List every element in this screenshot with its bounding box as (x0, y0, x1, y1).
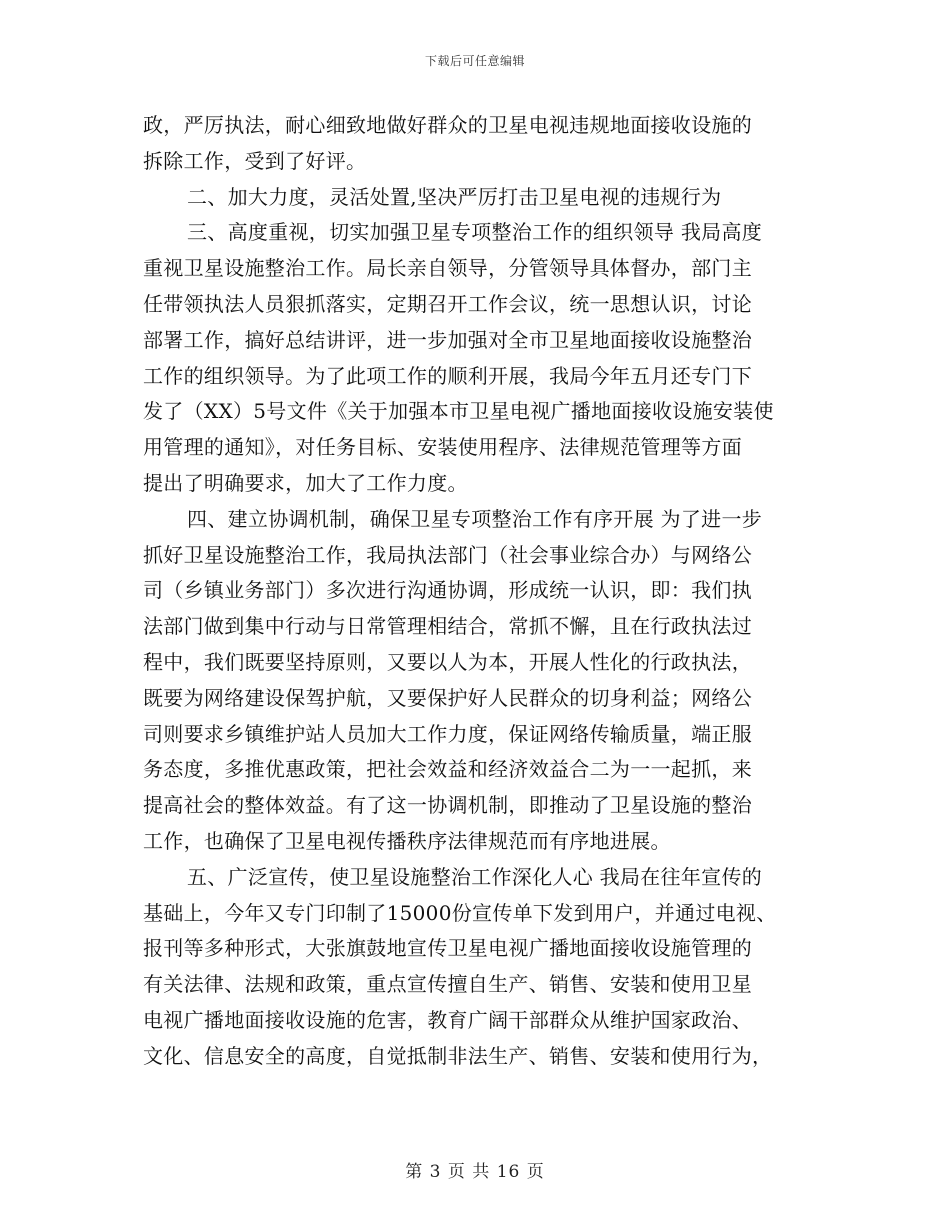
text-line: 提高社会的整体效益。有了这一协调机制，即推动了卫星设施的整治 (143, 793, 752, 818)
text-line: 提出了明确要求，加大了工作力度。 (143, 470, 468, 495)
text-line: 政，严厉执法，耐心细致地做好群众的卫星电视违规地面接收设施的 (143, 113, 752, 137)
page-number: 第 3 页 共 16 页 (405, 1162, 545, 1182)
text-line: 工作的组织领导。为了此项工作的顺利开展，我局今年五月还专门下 (143, 363, 752, 388)
text-line: 拆除工作，受到了好评。 (143, 148, 367, 173)
text-line: 有关法律、法规和政策，重点宣传擅自生产、销售、安装和使用卫星 (143, 972, 752, 997)
text-line: 用管理的通知》，对任务目标、安装使用程序、法律规范管理等方面 (143, 435, 742, 460)
text-line: 发了（XX）5号文件《关于加强本市卫星电视广播地面接收设施安装使 (143, 399, 774, 424)
text-line: 文化、信息安全的高度，自觉抵制非法生产、销售、安装和使用行为， (143, 1043, 773, 1068)
text-line: 司（乡镇业务部门）多次进行沟通协调，形成统一认识，即：我们执 (143, 578, 752, 603)
text-line: 司则要求乡镇维护站人员加大工作力度，保证网络传输质量，端正服 (143, 721, 752, 746)
text-line: 报刊等多种形式，大张旗鼓地宣传卫星电视广播地面接收设施管理的 (143, 936, 752, 961)
page-header: 下载后可任意编辑 (424, 54, 525, 68)
text-line: 部署工作，搞好总结讲评，进一步加强对全市卫星地面接收设施整治 (143, 327, 752, 352)
text-line: 任带领执法人员狠抓落实，定期召开工作会议，统一思想认识，讨论 (143, 291, 752, 316)
section-heading-3: 三、高度重视，切实加强卫星专项整治工作的组织领导 我局高度 (187, 220, 763, 245)
text-line: 务态度，多推优惠政策，把社会效益和经济效益合二为一一起抓，来 (143, 757, 752, 782)
section-heading-4: 四、建立协调机制，确保卫星专项整治工作有序开展 为了进一步 (187, 506, 763, 531)
text-line: 程中，我们既要坚持原则，又要以人为本，开展人性化的行政执法， (143, 649, 752, 674)
text-line: 基础上，今年又专门印制了15000份宣传单下发到用户，并通过电视、 (143, 900, 777, 925)
section-heading-5: 五、广泛宣传，使卫星设施整治工作深化人心 我局在往年宣传的 (187, 864, 763, 889)
text-line: 电视广播地面接收设施的危害，教育广阔干部群众从维护国家政治、 (143, 1007, 752, 1032)
section-heading-2: 二、加大力度，灵活处置,坚决严厉打击卫星电视的违规行为 (187, 184, 722, 209)
text-line: 法部门做到集中行动与日常管理相结合，常抓不懈，且在行政执法过 (143, 614, 752, 639)
text-line: 既要为网络建设保驾护航，又要保护好人民群众的切身利益；网络公 (143, 685, 752, 710)
document-body (143, 108, 808, 1075)
text-line: 重视卫星设施整治工作。局长亲自领导，分管领导具体督办，部门主 (143, 256, 752, 281)
text-line: 抓好卫星设施整治工作，我局执法部门（社会事业综合办）与网络公 (143, 542, 752, 567)
text-line: 工作，也确保了卫星电视传播秩序法律规范而有序地进展。 (143, 828, 671, 853)
